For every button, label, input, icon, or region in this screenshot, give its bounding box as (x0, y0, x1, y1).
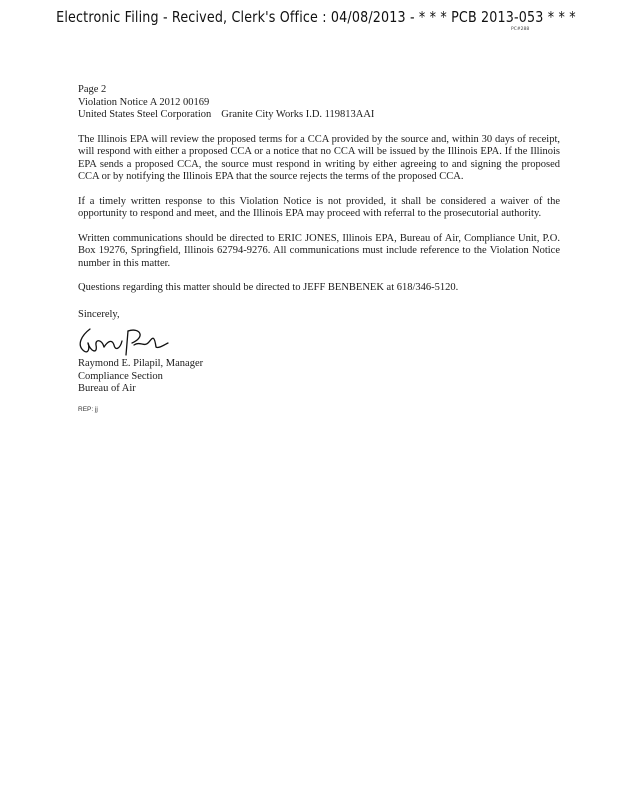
filing-stamp-tag: PC#288 (511, 27, 530, 32)
paragraph-waiver: If a timely written response to this Violation Notice is not provided, it shall be considered a waiver of the opportunity to respond and meet, and the Illinois EPA may proceed with referral to the prosecutorial authority. (78, 195, 560, 219)
letter-body (78, 84, 560, 416)
reference-initials: REP: jj (78, 405, 98, 413)
signer-bureau: Bureau of Air (78, 383, 136, 394)
paragraph-questions: Questions regarding this matter should be directed to JEFF BENBENEK at 618/346-5120. (78, 282, 459, 293)
facility-id: Granite City Works I.D. 119813AAI (221, 109, 375, 120)
signer-name-title: Raymond E. Pilapil, Manager (78, 358, 204, 369)
filing-stamp: Electronic Filing - Recived, Clerk's Office : 04/08/2013 - * * * PCB 2013-053 * * * (56, 8, 576, 26)
paragraph-communications: Written communications should be directed to ERIC JONES, Illinois EPA, Bureau of Air, Compliance Unit, P.O. Box 19276, Springfield, Illinois 62794-9276. All communications must include reference to the Violation Notice number in this matter. (78, 232, 560, 269)
signature-block (78, 309, 560, 396)
salutation: Sincerely, (78, 308, 120, 320)
company-facility-line (78, 109, 560, 122)
company-name: United States Steel Corporation (78, 109, 212, 120)
signer-section: Compliance Section (78, 370, 163, 382)
page-number: Page 2 (78, 84, 107, 95)
paragraph-cca-review: The Illinois EPA will review the proposed terms for a CCA provided by the source and, within 30 days of receipt, will respond with either a proposed CCA or a notice that no CCA will be issued by the Illinois EPA. If the Illinois EPA sends a proposed CCA, the source must respond in writing by either agreeing to and signing the proposed CCA or by notifying the Illinois EPA that the source rejects the terms of the proposed CCA. (78, 133, 560, 182)
handwritten-signature (68, 321, 188, 361)
violation-notice-number: Violation Notice A 2012 00169 (78, 96, 210, 108)
letter-header (78, 84, 560, 122)
